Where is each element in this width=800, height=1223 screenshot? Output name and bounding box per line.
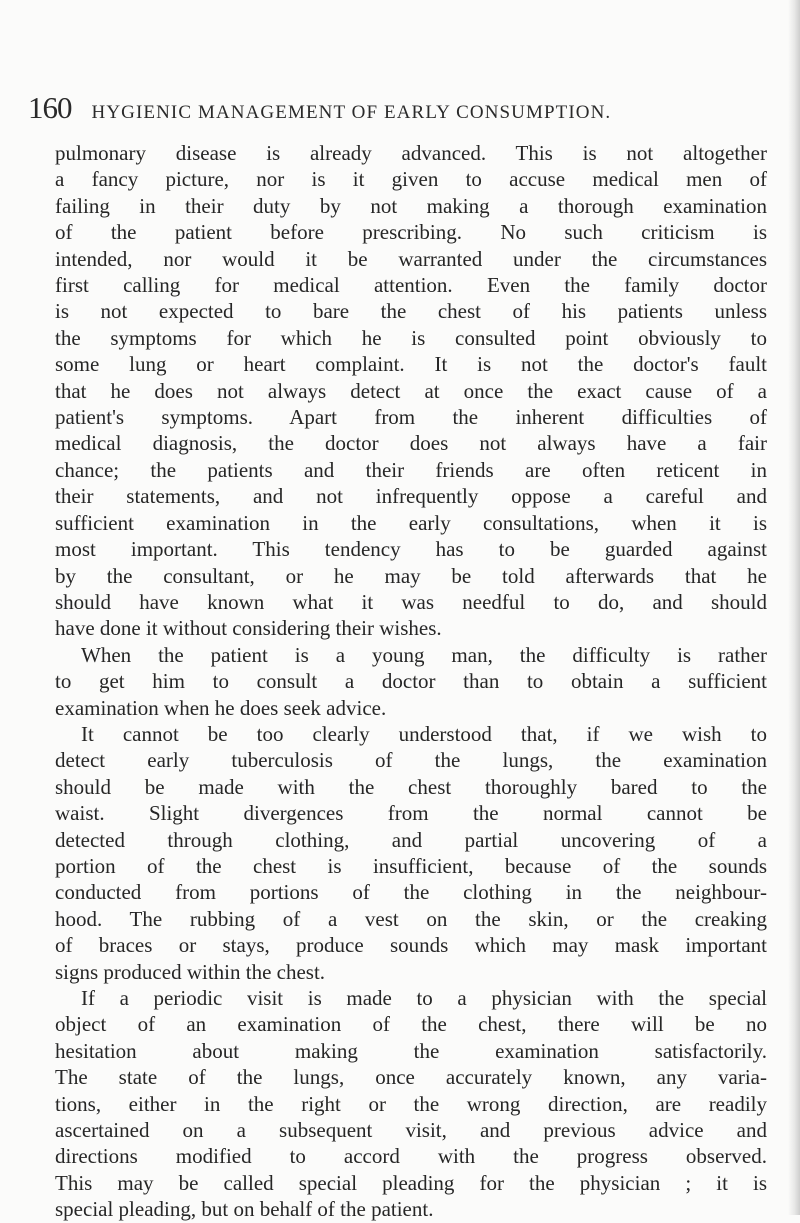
text-line: waist. Slight divergences from the normal cannot be	[55, 801, 767, 826]
text-line: intended, nor would it be warranted under the circumstances	[55, 246, 767, 271]
text-line: their statements, and not infrequently oppose a careful and	[55, 484, 767, 509]
text-line: sufficient examination in the early consultations, when it is	[55, 510, 767, 535]
text-line: a fancy picture, nor is it given to accuse medical men of	[55, 167, 767, 192]
text-line: by the consultant, or he may be told afterwards that he	[55, 563, 767, 588]
page-number: 160	[28, 90, 72, 125]
text-line: If a periodic visit is made to a physician with the special	[81, 986, 767, 1010]
text-line: The state of the lungs, once accurately known, any varia-	[55, 1065, 767, 1090]
text-line: to get him to consult a doctor than to obtain a sufficient	[55, 669, 767, 694]
text-line: most important. This tendency has to be guarded against	[55, 537, 767, 562]
body-text	[55, 140, 767, 1223]
text-line: failing in their duty by not making a thorough examination	[55, 193, 767, 218]
text-line: special pleading, but on behalf of the patient.	[55, 1197, 434, 1222]
text-line: is not expected to bare the chest of his patients unless	[55, 299, 767, 324]
text-line: ascertained on a subsequent visit, and previous advice and	[55, 1118, 767, 1143]
text-line: conducted from portions of the clothing in the neighbour-	[55, 880, 767, 905]
page-edge-shadow	[788, 0, 800, 1215]
text-line: signs produced within the chest.	[55, 959, 326, 984]
text-line: pulmonary disease is already advanced. This is not altogether	[55, 141, 767, 165]
text-line: should be made with the chest thoroughly bared to the	[55, 774, 767, 799]
text-line: tions, either in the right or the wrong direction, are readily	[55, 1091, 767, 1116]
text-line: object of an examination of the chest, there will be no	[55, 1012, 767, 1037]
text-line: detect early tuberculosis of the lungs, the examination	[55, 748, 767, 773]
text-line: of braces or stays, produce sounds which may mask important	[55, 933, 767, 958]
text-line: hesitation about making the examination satisfactorily.	[55, 1038, 767, 1063]
text-line: hood. The rubbing of a vest on the skin, or the creaking	[55, 906, 767, 931]
text-line: first calling for medical attention. Even the family doctor	[55, 273, 767, 298]
text-line: should have known what it was needful to do, and should	[55, 589, 767, 614]
text-line: some lung or heart complaint. It is not the doctor's fault	[55, 352, 767, 377]
text-line: have done it without considering their wishes.	[55, 616, 442, 641]
text-line: patient's symptoms. Apart from the inherent difficulties of	[55, 405, 767, 430]
text-line: the symptoms for which he is consulted point obviously to	[55, 325, 767, 350]
text-line: portion of the chest is insufficient, because of the sounds	[55, 853, 767, 878]
text-line: When the patient is a young man, the difficulty is rather	[81, 642, 767, 667]
page-header	[28, 90, 788, 124]
text-line: chance; the patients and their friends are often reticent in	[55, 457, 767, 482]
running-head: HYGIENIC MANAGEMENT OF EARLY CONSUMPTION.	[91, 102, 612, 123]
text-line: It cannot be too clearly understood that, if we wish to	[81, 721, 767, 746]
text-line: that he does not always detect at once the exact cause of a	[55, 378, 767, 403]
text-line: directions modified to accord with the progress observed.	[55, 1144, 767, 1169]
text-line: medical diagnosis, the doctor does not always have a fair	[55, 431, 767, 456]
text-line: of the patient before prescribing. No such criticism is	[55, 220, 767, 245]
text-line: examination when he does seek advice.	[55, 695, 387, 720]
text-line: detected through clothing, and partial uncovering of a	[55, 827, 767, 852]
text-line: This may be called special pleading for the physician ; it is	[55, 1170, 767, 1195]
